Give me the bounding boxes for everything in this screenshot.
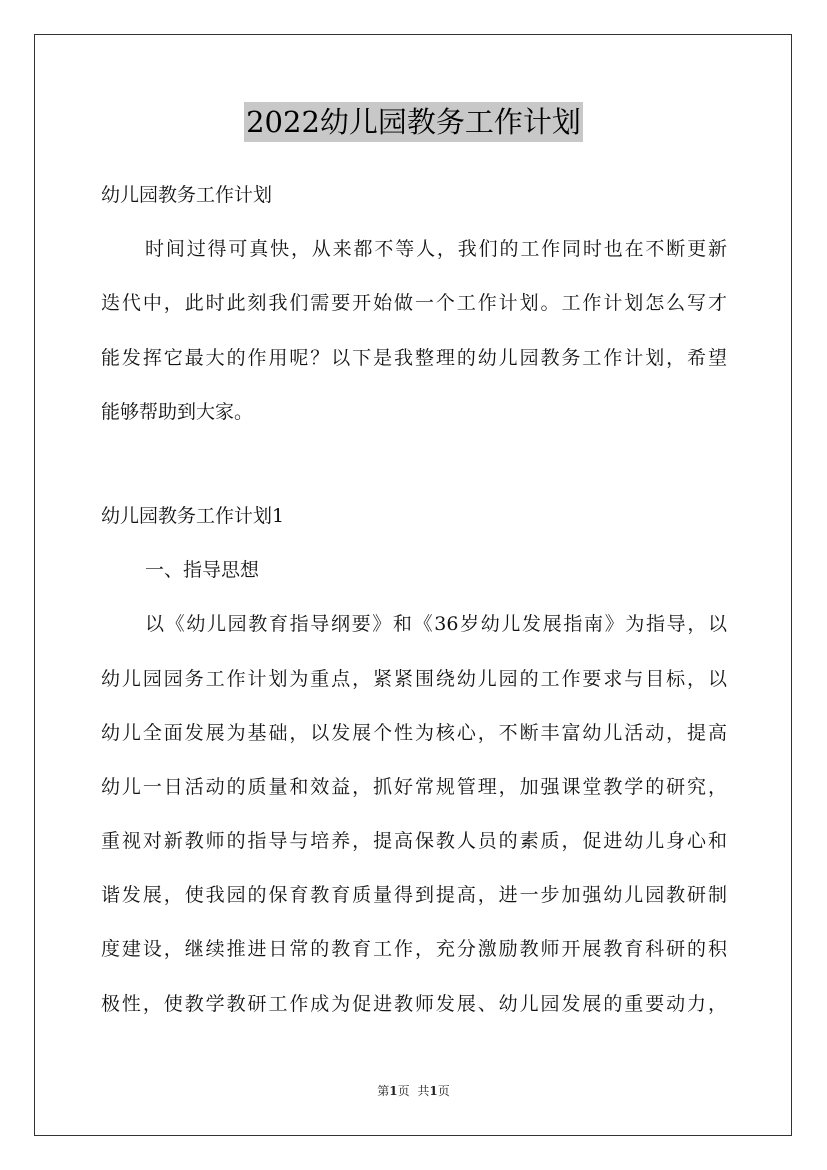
document-title: 2022幼儿园教务工作计划: [244, 102, 583, 142]
page-prefix: 第: [377, 1084, 390, 1098]
title-wrapper: [0, 102, 827, 142]
body-line: 幼儿全面发展为基础，以发展个性为核心，不断丰富幼儿活动，提高: [101, 721, 727, 744]
paragraph-gap: [101, 439, 727, 489]
section-title: 幼儿园教务工作计划1: [101, 504, 285, 527]
total-prefix: 共: [417, 1084, 430, 1098]
document-body: [101, 168, 727, 1031]
body-line: 重视对新教师的指导与培养，提高保教人员的素质，促进幼儿身心和: [101, 830, 727, 853]
intro-line: 迭代中，此时此刻我们需要开始做一个工作计划。工作计划怎么写才: [101, 292, 727, 315]
document-subtitle: 幼儿园教务工作计划: [101, 184, 273, 206]
body-line: 谐发展，使我园的保育教育质量得到提高，进一步加强幼儿园教研制: [101, 884, 727, 907]
section-heading: 一、指导思想: [145, 559, 260, 582]
body-line: 极性，使教学教研工作成为促进教师发展、幼儿园发展的重要动力，: [101, 992, 727, 1015]
body-line: 度建设，继续推进日常的教育工作，充分激励教师开展教育科研的积: [101, 938, 727, 961]
page-suffix: 页: [397, 1084, 410, 1098]
intro-line: 能够帮助到大家。: [101, 400, 254, 423]
body-line: 幼儿园园务工作计划为重点，紧紧围绕幼儿园的工作要求与目标，以: [101, 667, 727, 690]
page-footer: [0, 1082, 827, 1099]
page-number: 1: [389, 1084, 398, 1098]
total-suffix: 页: [437, 1084, 450, 1098]
body-line: 以《幼儿园教育指导纲要》和《36岁幼儿发展指南》为指导，以: [145, 613, 727, 636]
total-pages: 1: [429, 1084, 438, 1098]
body-line: 幼儿一日活动的质量和效益，抓好常规管理，加强课堂教学的研究，: [101, 775, 727, 798]
intro-line: 能发挥它最大的作用呢？以下是我整理的幼儿园教务工作计划，希望: [101, 346, 727, 369]
intro-line: 时间过得可真快，从来都不等人，我们的工作同时也在不断更新: [145, 238, 727, 261]
